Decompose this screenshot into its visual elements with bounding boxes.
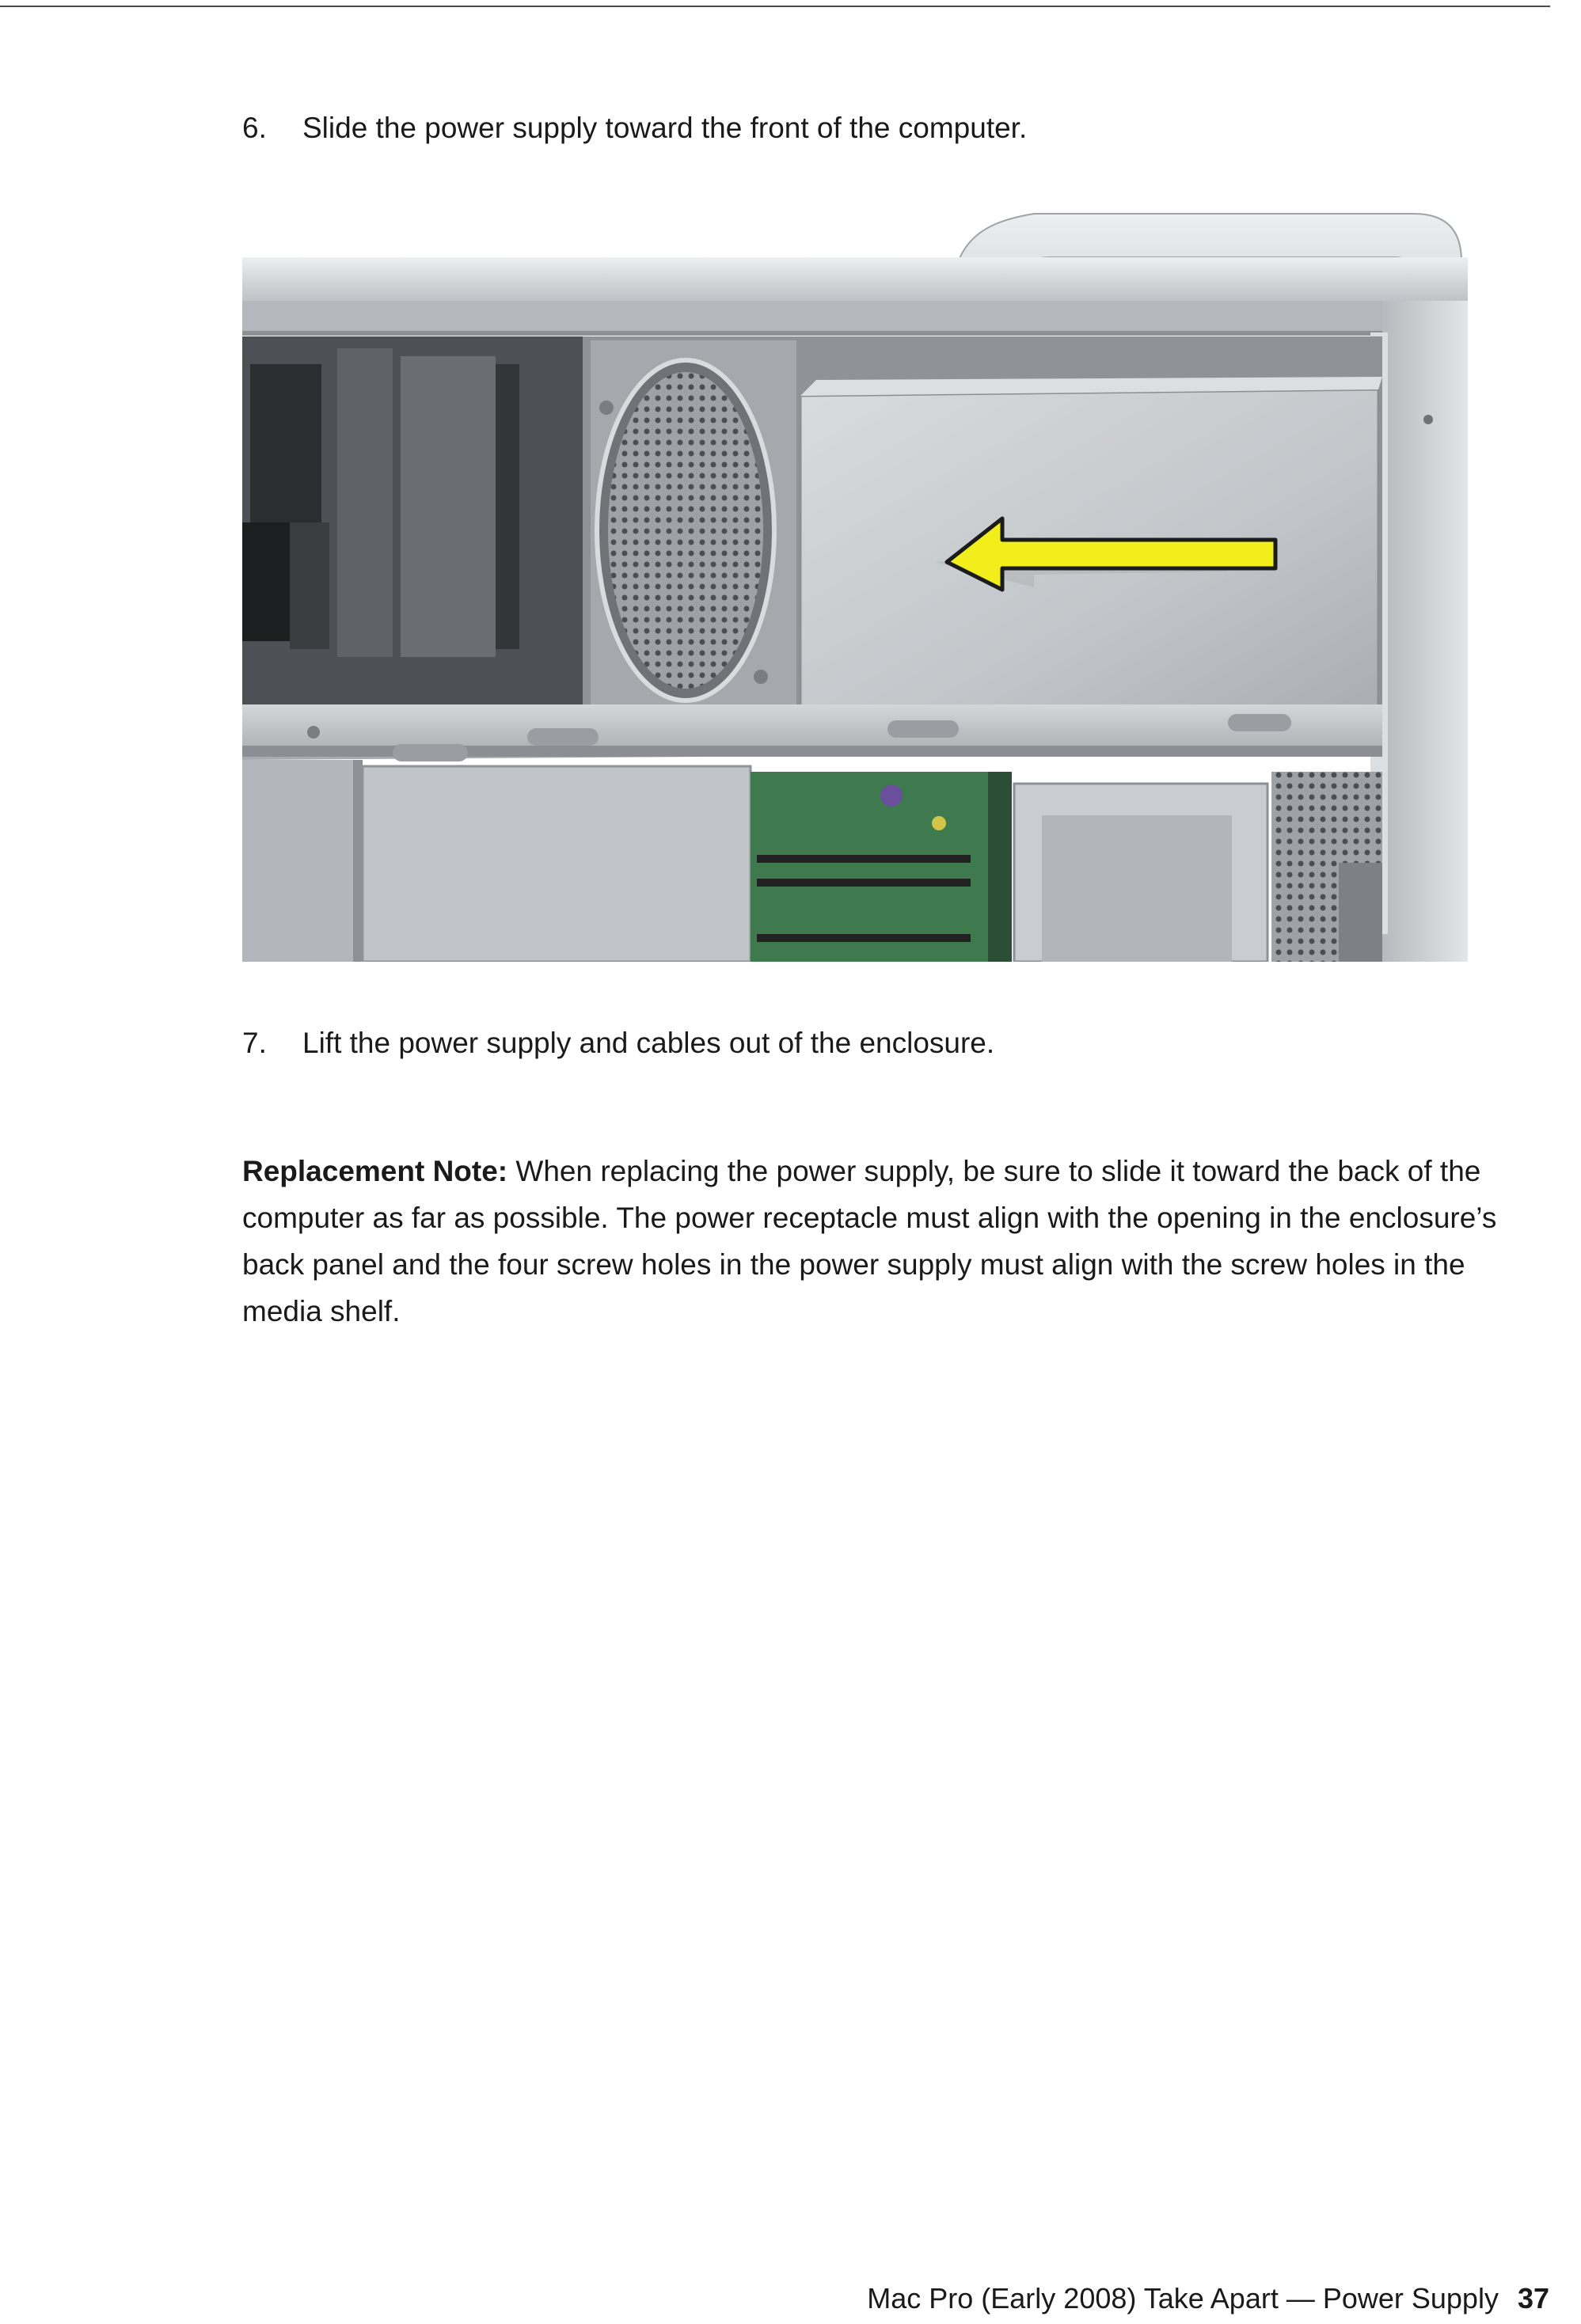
- step-text: Lift the power supply and cables out of the enclosure.: [302, 1027, 995, 1059]
- note-line: back panel and the four screw holes in the power supply must align with the screw holes in the: [242, 1248, 1465, 1281]
- replacement-note: [242, 1148, 1549, 1335]
- page-footer: [867, 2281, 1549, 2316]
- note-line: computer as far as possible. The power receptacle must align with the opening in the enclosure’s: [242, 1202, 1497, 1234]
- note-label: Replacement Note:: [242, 1155, 508, 1187]
- note-line: [242, 1148, 1549, 1194]
- step-7: [242, 1024, 994, 1062]
- step-6: [242, 109, 1027, 147]
- step-text: Slide the power supply toward the front of the computer.: [302, 112, 1028, 144]
- page-number: 37: [1517, 2282, 1549, 2315]
- note-line: media shelf.: [242, 1295, 401, 1327]
- header-rule: [0, 6, 1550, 7]
- note-text: When replacing the power supply, be sure to slide it toward the back of the: [507, 1155, 1481, 1187]
- footer-title: Mac Pro (Early 2008) Take Apart — Power Supply: [867, 2282, 1499, 2315]
- step-number: 6.: [242, 112, 267, 144]
- step-number: 7.: [242, 1027, 267, 1059]
- power-supply-photo: [242, 182, 1468, 962]
